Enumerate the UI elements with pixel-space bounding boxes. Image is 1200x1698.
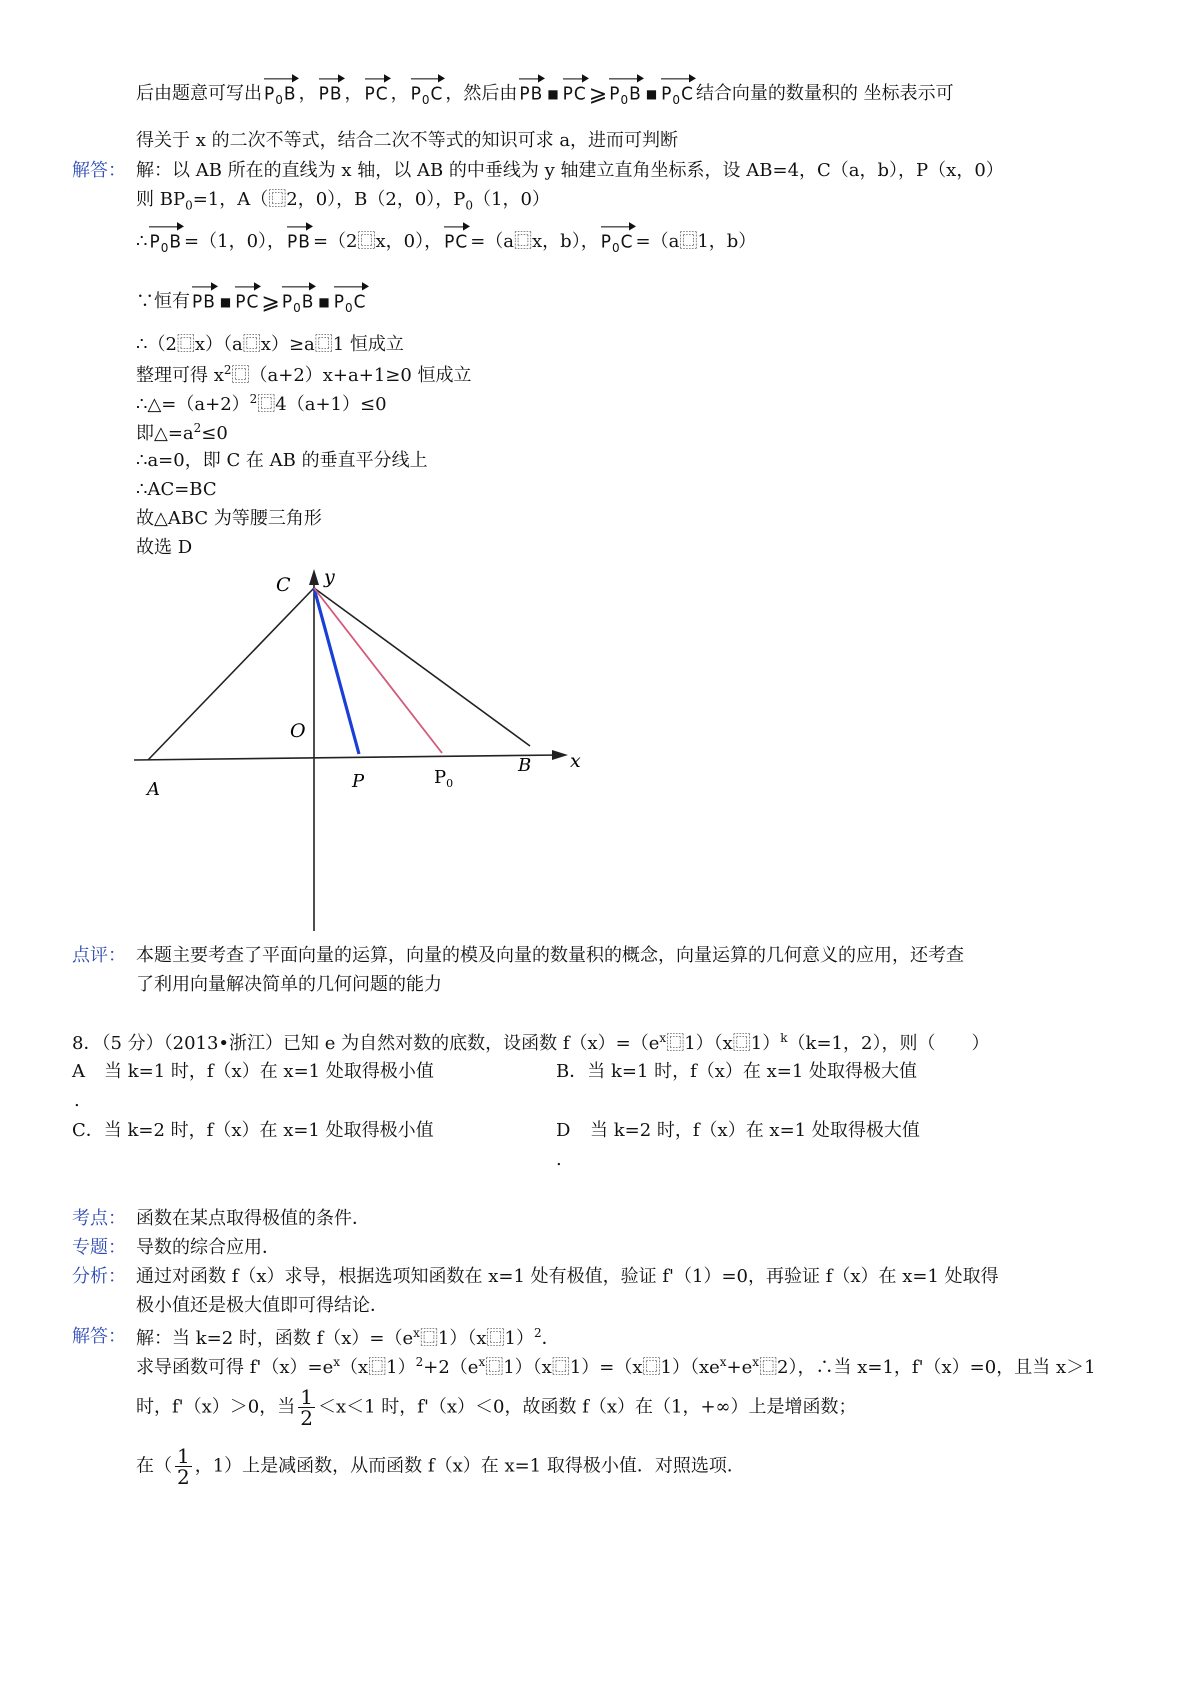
x-axis <box>134 755 560 760</box>
jieda8-line-2: 求导函数可得 $f'(x)=e^x(x$⿴$1)^2+2(e^x$⿴1）（x⿴1）=（x⿴$1)(xe^x+e^x$⿴2），∴当 x=1，f'（x）=0，且当 x＞1 <box>136 1355 1096 1378</box>
label-a: A <box>147 779 160 800</box>
vector-pb: PB <box>285 225 313 253</box>
analysis-line-1: 后由题意可写出 $P_0B$ ， PB ， PC ， $P_0C$ ，然后由 PB ■ PC⩾ $P_0B$ ■ $P_0C$ 结合向量的数量积的 坐标表示可 <box>136 78 954 108</box>
vector-p0b: $P_0B$ <box>147 225 184 255</box>
vector-p0c: $P_0C$ <box>599 225 636 255</box>
label-kaodian: 考点： <box>72 1208 126 1229</box>
label-p0: $P_0$ <box>434 767 454 790</box>
vector-pb: PB <box>190 285 218 313</box>
vector-p0b: $P_0B$ <box>262 77 299 107</box>
label-b: B <box>518 755 532 776</box>
option-a-letter[interactable]: A <box>72 1061 85 1082</box>
solution-line-9: ∴a=0，即 C 在 AB 的垂直平分线上 <box>136 450 428 471</box>
solution-line-12: 故选 D <box>136 537 193 558</box>
solution-line-5: ∴（2⿴x）（a⿴x）≥a⿴1 恒成立 <box>136 334 404 355</box>
comment-line-2: 了利用向量解决简单的几何问题的能力 <box>136 974 442 995</box>
option-a[interactable]: 当 k=1 时，f（x）在 x=1 处取得极小值 <box>104 1061 434 1082</box>
jieda8-line-4: 在（ $\frac{1}{2}$ ，1）上是减函数，从而函数 f（x）在 x=1 取得极小值．对照选项． <box>136 1444 745 1489</box>
label-x: x <box>570 750 581 772</box>
y-axis-arrow <box>309 569 319 585</box>
label-dianping: 点评： <box>72 945 126 966</box>
vector-pc: PC <box>233 285 261 313</box>
vector-pc: PC <box>442 225 470 253</box>
kaodian-text: 函数在某点取得极值的条件． <box>136 1208 370 1229</box>
analysis-line-2: 得关于 x 的二次不等式，结合二次不等式的知识可求 a，进而可判断 <box>136 130 679 151</box>
fraction-one-half: $\frac{1}{2}$ <box>300 1385 313 1430</box>
solution-line-10: ∴AC=BC <box>136 479 217 500</box>
option-c[interactable]: C．当 k=2 时，f（x）在 x=1 处取得极小值 <box>72 1120 434 1141</box>
solution-line-3: ∴ $P_0B =(1$，0）， PB =（2⿴x，0）， PC =（a⿴x，b）， $P_0C =(a$⿴1，b） <box>136 226 756 255</box>
vector-pb: PB <box>517 77 545 105</box>
solution-line-2: 则 $BP_0=1$，A（⿴2，0），B（2，0），$P_0(1$，0） <box>136 189 550 213</box>
option-a-dot: . <box>74 1090 80 1111</box>
side-cb <box>314 588 530 746</box>
option-d-letter[interactable]: D <box>556 1120 571 1141</box>
solution-line-11: 故△ABC 为等腰三角形 <box>136 508 322 529</box>
option-b[interactable]: B．当 k=1 时，f（x）在 x=1 处取得极大值 <box>556 1061 918 1082</box>
comment-line-1: 本题主要考查了平面向量的运算，向量的模及向量的数量积的概念，向量运算的几何意义的应用，还考查 <box>136 945 964 966</box>
vector-p0c: $P_0C$ <box>409 77 446 107</box>
option-d[interactable]: 当 k=2 时，f（x）在 x=1 处取得极大值 <box>590 1120 920 1141</box>
solution-line-8: 即$\triangle=a^2\le 0$ <box>136 421 228 444</box>
question-stem: 8．（5 分）（2013•浙江）已知 e 为自然对数的底数，设函数 $f(x)=(e^x$⿴1）（x⿴1）$^k$（k=1，2），则（ ） <box>72 1031 990 1054</box>
vector-pb: PB <box>317 77 345 105</box>
vector-p0b: $P_0B$ <box>607 77 644 107</box>
option-d-dot: . <box>556 1149 562 1170</box>
label-jieda: 解答： <box>72 160 126 181</box>
analysis-text: 后由题意可写出 <box>136 83 262 104</box>
solution-line-7: $\therefore\triangle=(a+2)^2$⿴4（a+1）≤0 <box>136 392 387 415</box>
vector-p0c: $P_0C$ <box>332 285 369 315</box>
solution-line-1: 解：以 AB 所在的直线为 x 轴，以 AB 的中垂线为 y 轴建立直角坐标系，设 AB=4，C（a，b），P（x，0） <box>136 160 1004 181</box>
label-jieda-8: 解答： <box>72 1326 126 1347</box>
fenxi-line-2: 极小值还是极大值即可得结论． <box>136 1295 388 1316</box>
vector-p0c: $P_0C$ <box>659 77 696 107</box>
fenxi-line-1: 通过对函数 f（x）求导，根据选项知函数在 x=1 处有极值，验证 f'（1）=0，再验证 f（x）在 x=1 处取得 <box>136 1266 999 1287</box>
label-y: y <box>324 566 335 588</box>
label-o: O <box>290 720 306 742</box>
vector-pc: PC <box>561 77 589 105</box>
solution-line-4: ∵恒有 PB ■ PC⩾ $P_0B$ ■ $P_0C$ <box>136 286 369 316</box>
solution-line-6: 整理可得 $x^2$⿴（a+2）x+a+1≥0 恒成立 <box>136 363 472 386</box>
segment-cp <box>314 588 359 754</box>
segment-cp0 <box>314 588 442 753</box>
zhuanti-text: 导数的综合应用． <box>136 1237 280 1258</box>
x-axis-arrow <box>552 750 568 760</box>
vector-pc: PC <box>363 77 391 105</box>
label-fenxi: 分析： <box>72 1266 126 1287</box>
label-c: C <box>276 574 291 596</box>
label-p: P <box>352 771 365 792</box>
fraction-one-half: $\frac{1}{2}$ <box>177 1444 190 1489</box>
jieda8-line-3: 时，f'（x）＞0，当 $\frac{1}{2}$ ＜x＜1 时，f'（x）＜0，故函数 f（x）在（1，+∞）上是增函数； <box>136 1385 857 1430</box>
jieda8-line-1: 解：当 k=2 时，函数 $f(x)=(e^x$⿴1）（x⿴1）$^2$． <box>136 1326 560 1349</box>
vector-p0b: $P_0B$ <box>280 285 317 315</box>
label-zhuanti: 专题： <box>72 1237 126 1258</box>
triangle-figure <box>120 555 620 935</box>
